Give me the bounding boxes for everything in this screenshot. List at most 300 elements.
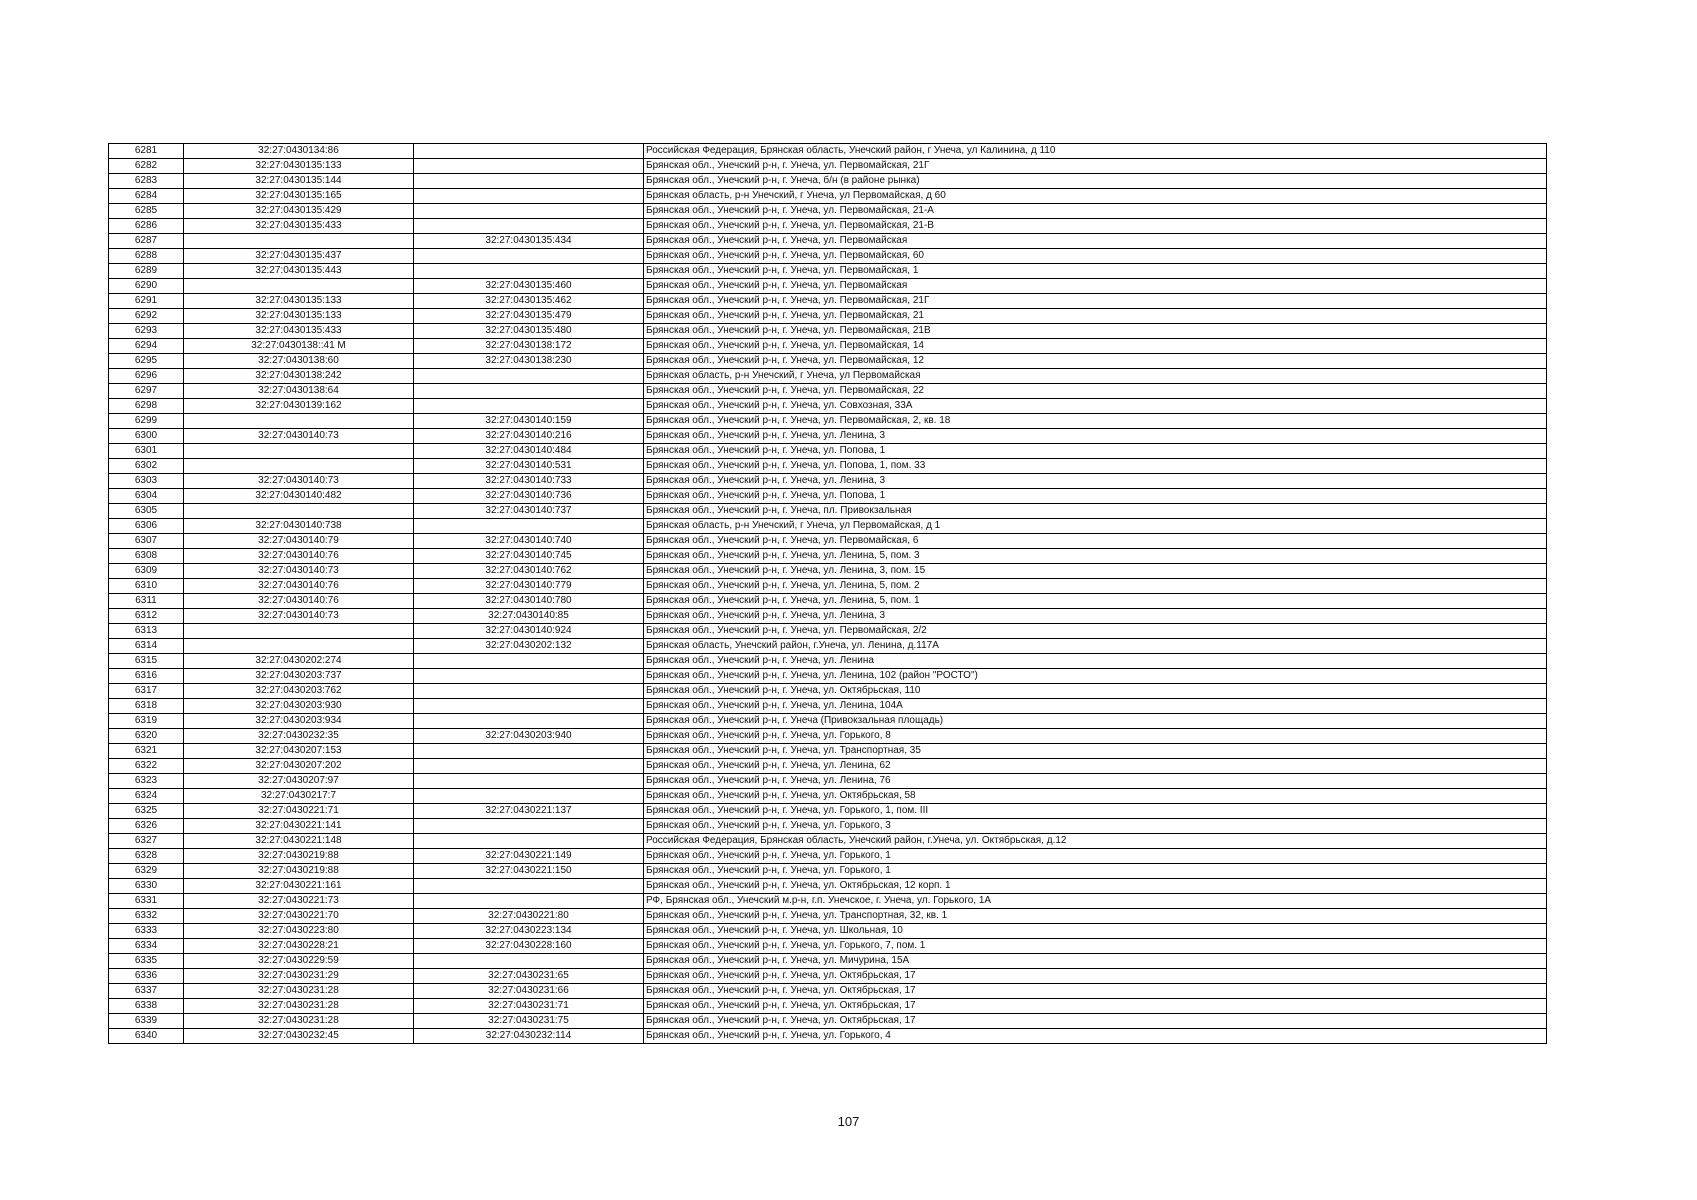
address-cell: Брянская обл., Унечский р-н, г. Унеча, ул. Первомайская, 1 bbox=[644, 264, 1547, 279]
parcel-number-cell: 32:27:0430138::41 М bbox=[184, 339, 414, 354]
object-number-cell: 32:27:0430221:137 bbox=[414, 804, 644, 819]
row-number-cell: 6282 bbox=[109, 159, 184, 174]
parcel-number-cell: 32:27:0430140:73 bbox=[184, 609, 414, 624]
table-row bbox=[109, 279, 1547, 294]
object-number-cell: 32:27:0430221:149 bbox=[414, 849, 644, 864]
address-cell: Брянская обл., Унечский р-н, г. Унеча, ул. Первомайская, 21 bbox=[644, 309, 1547, 324]
row-number-cell: 6326 bbox=[109, 819, 184, 834]
table-row bbox=[109, 699, 1547, 714]
parcel-number-cell: 32:27:0430138:242 bbox=[184, 369, 414, 384]
object-number-cell: 32:27:0430140:216 bbox=[414, 429, 644, 444]
parcel-number-cell bbox=[184, 624, 414, 639]
object-number-cell: 32:27:0430140:740 bbox=[414, 534, 644, 549]
row-number-cell: 6298 bbox=[109, 399, 184, 414]
object-number-cell: 32:27:0430140:531 bbox=[414, 459, 644, 474]
table-row bbox=[109, 579, 1547, 594]
object-number-cell bbox=[414, 774, 644, 789]
row-number-cell: 6329 bbox=[109, 864, 184, 879]
object-number-cell bbox=[414, 879, 644, 894]
table-row bbox=[109, 414, 1547, 429]
address-cell: Брянская обл., Унечский р-н, г. Унеча, ул. Попова, 1 bbox=[644, 444, 1547, 459]
table-row bbox=[109, 489, 1547, 504]
parcel-number-cell: 32:27:0430140:76 bbox=[184, 594, 414, 609]
object-number-cell: 32:27:0430135:462 bbox=[414, 294, 644, 309]
address-cell: Брянская обл., Унечский р-н, г. Унеча, ул. Первомайская, 14 bbox=[644, 339, 1547, 354]
object-number-cell: 32:27:0430140:779 bbox=[414, 579, 644, 594]
object-number-cell bbox=[414, 384, 644, 399]
row-number-cell: 6305 bbox=[109, 504, 184, 519]
address-cell: Брянская обл., Унечский р-н, г. Унеча, ул. Первомайская, 21-В bbox=[644, 219, 1547, 234]
object-number-cell: 32:27:0430140:159 bbox=[414, 414, 644, 429]
row-number-cell: 6291 bbox=[109, 294, 184, 309]
row-number-cell: 6312 bbox=[109, 609, 184, 624]
object-number-cell bbox=[414, 954, 644, 969]
address-cell: Брянская обл., Унечский р-н, г. Унеча, б/н (в районе рынка) bbox=[644, 174, 1547, 189]
row-number-cell: 6331 bbox=[109, 894, 184, 909]
address-cell: Брянская обл., Унечский р-н, г. Унеча (Привокзальная площадь) bbox=[644, 714, 1547, 729]
object-number-cell: 32:27:0430231:66 bbox=[414, 984, 644, 999]
address-cell: Брянская обл., Унечский р-н, г. Унеча, ул. Первомайская, 22 bbox=[644, 384, 1547, 399]
table-row bbox=[109, 324, 1547, 339]
address-cell: Брянская обл., Унечский р-н, г. Унеча, ул. Ленина, 5, пом. 1 bbox=[644, 594, 1547, 609]
table-row bbox=[109, 264, 1547, 279]
row-number-cell: 6323 bbox=[109, 774, 184, 789]
table-row bbox=[109, 789, 1547, 804]
parcel-number-cell: 32:27:0430135:433 bbox=[184, 324, 414, 339]
object-number-cell bbox=[414, 369, 644, 384]
row-number-cell: 6284 bbox=[109, 189, 184, 204]
object-number-cell: 32:27:0430140:762 bbox=[414, 564, 644, 579]
row-number-cell: 6321 bbox=[109, 744, 184, 759]
row-number-cell: 6311 bbox=[109, 594, 184, 609]
parcel-number-cell bbox=[184, 444, 414, 459]
object-number-cell: 32:27:0430135:460 bbox=[414, 279, 644, 294]
table-row bbox=[109, 939, 1547, 954]
parcel-number-cell: 32:27:0430221:161 bbox=[184, 879, 414, 894]
row-number-cell: 6334 bbox=[109, 939, 184, 954]
parcel-number-cell: 32:27:0430140:76 bbox=[184, 549, 414, 564]
object-number-cell: 32:27:0430140:733 bbox=[414, 474, 644, 489]
parcel-number-cell: 32:27:0430135:133 bbox=[184, 309, 414, 324]
parcel-number-cell: 32:27:0430203:930 bbox=[184, 699, 414, 714]
row-number-cell: 6303 bbox=[109, 474, 184, 489]
row-number-cell: 6302 bbox=[109, 459, 184, 474]
object-number-cell bbox=[414, 684, 644, 699]
table-row bbox=[109, 1014, 1547, 1029]
parcel-number-cell: 32:27:0430203:934 bbox=[184, 714, 414, 729]
table-row bbox=[109, 444, 1547, 459]
parcel-number-cell: 32:27:0430140:738 bbox=[184, 519, 414, 534]
table-row bbox=[109, 819, 1547, 834]
address-cell: Брянская обл., Унечский р-н, г. Унеча, ул. Мичурина, 15А bbox=[644, 954, 1547, 969]
address-cell: Брянская область, р-н Унечский, г Унеча, ул Первомайская, д 60 bbox=[644, 189, 1547, 204]
address-cell: Брянская обл., Унечский р-н, г. Унеча, ул. Первомайская, 21-А bbox=[644, 204, 1547, 219]
object-number-cell: 32:27:0430231:65 bbox=[414, 969, 644, 984]
row-number-cell: 6295 bbox=[109, 354, 184, 369]
row-number-cell: 6281 bbox=[109, 144, 184, 159]
table-row bbox=[109, 399, 1547, 414]
row-number-cell: 6316 bbox=[109, 669, 184, 684]
table-row bbox=[109, 654, 1547, 669]
row-number-cell: 6296 bbox=[109, 369, 184, 384]
address-cell: Брянская обл., Унечский р-н, г. Унеча, ул. Первомайская, 21В bbox=[644, 324, 1547, 339]
row-number-cell: 6336 bbox=[109, 969, 184, 984]
parcel-number-cell: 32:27:0430219:88 bbox=[184, 849, 414, 864]
object-number-cell: 32:27:0430135:434 bbox=[414, 234, 644, 249]
address-cell: Брянская обл., Унечский р-н, г. Унеча, ул. Транспортная, 35 bbox=[644, 744, 1547, 759]
table-row bbox=[109, 909, 1547, 924]
address-cell: Брянская обл., Унечский р-н, г. Унеча, ул. Октябрьская, 17 bbox=[644, 999, 1547, 1014]
row-number-cell: 6307 bbox=[109, 534, 184, 549]
address-cell: Брянская обл., Унечский р-н, г. Унеча, ул. Ленина, 104А bbox=[644, 699, 1547, 714]
parcel-number-cell: 32:27:0430229:59 bbox=[184, 954, 414, 969]
row-number-cell: 6340 bbox=[109, 1029, 184, 1044]
object-number-cell bbox=[414, 669, 644, 684]
object-number-cell: 32:27:0430135:480 bbox=[414, 324, 644, 339]
parcel-number-cell: 32:27:0430232:45 bbox=[184, 1029, 414, 1044]
row-number-cell: 6294 bbox=[109, 339, 184, 354]
table-row bbox=[109, 729, 1547, 744]
object-number-cell: 32:27:0430228:160 bbox=[414, 939, 644, 954]
parcel-number-cell bbox=[184, 459, 414, 474]
object-number-cell: 32:27:0430140:484 bbox=[414, 444, 644, 459]
address-cell: Брянская обл., Унечский р-н, г. Унеча, ул. Первомайская, 12 bbox=[644, 354, 1547, 369]
table-row bbox=[109, 234, 1547, 249]
row-number-cell: 6335 bbox=[109, 954, 184, 969]
parcel-number-cell: 32:27:0430135:165 bbox=[184, 189, 414, 204]
object-number-cell: 32:27:0430140:736 bbox=[414, 489, 644, 504]
object-number-cell bbox=[414, 789, 644, 804]
object-number-cell bbox=[414, 744, 644, 759]
address-cell: Брянская обл., Унечский р-н, г. Унеча, ул. Первомайская, 2/2 bbox=[644, 624, 1547, 639]
parcel-number-cell: 32:27:0430221:70 bbox=[184, 909, 414, 924]
row-number-cell: 6285 bbox=[109, 204, 184, 219]
table-row bbox=[109, 504, 1547, 519]
table-row bbox=[109, 309, 1547, 324]
address-cell: Брянская обл., Унечский р-н, г. Унеча, ул. Горького, 3 bbox=[644, 819, 1547, 834]
parcel-number-cell: 32:27:0430221:141 bbox=[184, 819, 414, 834]
object-number-cell bbox=[414, 714, 644, 729]
table-row bbox=[109, 609, 1547, 624]
address-cell: Брянская обл., Унечский р-н, г. Унеча, ул. Октябрьская, 17 bbox=[644, 1014, 1547, 1029]
address-cell: Российская Федерация, Брянская область, Унечский район, г Унеча, ул Калинина, д 110 bbox=[644, 144, 1547, 159]
parcel-number-cell: 32:27:0430231:28 bbox=[184, 984, 414, 999]
table-row bbox=[109, 144, 1547, 159]
address-cell: Брянская обл., Унечский р-н, г. Унеча, ул. Ленина, 3, пом. 15 bbox=[644, 564, 1547, 579]
address-cell: Брянская обл., Унечский р-н, г. Унеча, ул. Первомайская, 21Г bbox=[644, 159, 1547, 174]
row-number-cell: 6304 bbox=[109, 489, 184, 504]
parcel-number-cell bbox=[184, 504, 414, 519]
address-cell: Брянская обл., Унечский р-н, г. Унеча, ул. Ленина, 5, пом. 2 bbox=[644, 579, 1547, 594]
object-number-cell bbox=[414, 834, 644, 849]
table-row bbox=[109, 339, 1547, 354]
page-number: 107 bbox=[837, 1114, 860, 1129]
table-row bbox=[109, 894, 1547, 909]
parcel-number-cell: 32:27:0430135:144 bbox=[184, 174, 414, 189]
address-cell: Брянская обл., Унечский р-н, г. Унеча, ул. Первомайская bbox=[644, 234, 1547, 249]
row-number-cell: 6293 bbox=[109, 324, 184, 339]
address-cell: Брянская область, р-н Унечский, г Унеча, ул Первомайская bbox=[644, 369, 1547, 384]
object-number-cell: 32:27:0430138:172 bbox=[414, 339, 644, 354]
object-number-cell bbox=[414, 654, 644, 669]
table-row bbox=[109, 219, 1547, 234]
address-cell: Брянская обл., Унечский р-н, г. Унеча, ул. Горького, 7, пом. 1 bbox=[644, 939, 1547, 954]
parcel-number-cell: 32:27:0430140:79 bbox=[184, 534, 414, 549]
table-row bbox=[109, 549, 1547, 564]
registry-table-body bbox=[109, 144, 1547, 1044]
parcel-number-cell: 32:27:0430135:133 bbox=[184, 159, 414, 174]
parcel-number-cell: 32:27:0430231:28 bbox=[184, 999, 414, 1014]
address-cell: Брянская обл., Унечский р-н, г. Унеча, ул. Ленина, 62 bbox=[644, 759, 1547, 774]
object-number-cell bbox=[414, 189, 644, 204]
table-row bbox=[109, 759, 1547, 774]
parcel-number-cell: 32:27:0430203:737 bbox=[184, 669, 414, 684]
object-number-cell: 32:27:0430203:940 bbox=[414, 729, 644, 744]
table-row bbox=[109, 249, 1547, 264]
parcel-number-cell: 32:27:0430135:433 bbox=[184, 219, 414, 234]
row-number-cell: 6286 bbox=[109, 219, 184, 234]
parcel-number-cell: 32:27:0430135:429 bbox=[184, 204, 414, 219]
row-number-cell: 6309 bbox=[109, 564, 184, 579]
object-number-cell bbox=[414, 249, 644, 264]
object-number-cell: 32:27:0430140:737 bbox=[414, 504, 644, 519]
parcel-number-cell: 32:27:0430207:202 bbox=[184, 759, 414, 774]
table-row bbox=[109, 969, 1547, 984]
table-row bbox=[109, 459, 1547, 474]
parcel-number-cell: 32:27:0430219:88 bbox=[184, 864, 414, 879]
address-cell: Брянская обл., Унечский р-н, г. Унеча, ул. Первомайская, 6 bbox=[644, 534, 1547, 549]
object-number-cell bbox=[414, 519, 644, 534]
parcel-number-cell: 32:27:0430221:71 bbox=[184, 804, 414, 819]
table-row bbox=[109, 879, 1547, 894]
parcel-number-cell bbox=[184, 234, 414, 249]
row-number-cell: 6297 bbox=[109, 384, 184, 399]
object-number-cell: 32:27:0430140:745 bbox=[414, 549, 644, 564]
row-number-cell: 6313 bbox=[109, 624, 184, 639]
object-number-cell: 32:27:0430221:80 bbox=[414, 909, 644, 924]
address-cell: Брянская обл., Унечский р-н, г. Унеча, ул. Школьная, 10 bbox=[644, 924, 1547, 939]
object-number-cell: 32:27:0430140:85 bbox=[414, 609, 644, 624]
address-cell: Брянская обл., Унечский р-н, г. Унеча, ул. Ленина, 3 bbox=[644, 429, 1547, 444]
table-row bbox=[109, 534, 1547, 549]
parcel-number-cell: 32:27:0430203:762 bbox=[184, 684, 414, 699]
parcel-number-cell: 32:27:0430140:73 bbox=[184, 429, 414, 444]
row-number-cell: 6289 bbox=[109, 264, 184, 279]
address-cell: Брянская обл., Унечский р-н, г. Унеча, ул. Октябрьская, 12 корп. 1 bbox=[644, 879, 1547, 894]
parcel-number-cell: 32:27:0430231:29 bbox=[184, 969, 414, 984]
row-number-cell: 6330 bbox=[109, 879, 184, 894]
parcel-number-cell: 32:27:0430217:7 bbox=[184, 789, 414, 804]
object-number-cell: 32:27:0430140:780 bbox=[414, 594, 644, 609]
table-row bbox=[109, 429, 1547, 444]
table-row bbox=[109, 744, 1547, 759]
row-number-cell: 6283 bbox=[109, 174, 184, 189]
address-cell: Российская Федерация, Брянская область, Унечский район, г.Унеча, ул. Октябрьская, д.12 bbox=[644, 834, 1547, 849]
address-cell: Брянская обл., Унечский р-н, г. Унеча, ул. Горького, 1 bbox=[644, 849, 1547, 864]
table-row bbox=[109, 639, 1547, 654]
row-number-cell: 6308 bbox=[109, 549, 184, 564]
parcel-number-cell: 32:27:0430207:153 bbox=[184, 744, 414, 759]
address-cell: Брянская обл., Унечский р-н, г. Унеча, ул. Горького, 1, пом. III bbox=[644, 804, 1547, 819]
object-number-cell: 32:27:0430135:479 bbox=[414, 309, 644, 324]
table-row bbox=[109, 924, 1547, 939]
parcel-number-cell: 32:27:0430140:76 bbox=[184, 579, 414, 594]
object-number-cell bbox=[414, 399, 644, 414]
table-row bbox=[109, 669, 1547, 684]
table-row bbox=[109, 159, 1547, 174]
row-number-cell: 6332 bbox=[109, 909, 184, 924]
object-number-cell: 32:27:0430202:132 bbox=[414, 639, 644, 654]
object-number-cell: 32:27:0430231:71 bbox=[414, 999, 644, 1014]
object-number-cell bbox=[414, 219, 644, 234]
table-row bbox=[109, 849, 1547, 864]
row-number-cell: 6320 bbox=[109, 729, 184, 744]
registry-table bbox=[108, 143, 1547, 1044]
table-row bbox=[109, 369, 1547, 384]
parcel-number-cell: 32:27:0430202:274 bbox=[184, 654, 414, 669]
object-number-cell bbox=[414, 144, 644, 159]
object-number-cell bbox=[414, 264, 644, 279]
table-row bbox=[109, 999, 1547, 1014]
address-cell: Брянская обл., Унечский р-н, г. Унеча, ул. Первомайская, 21Г bbox=[644, 294, 1547, 309]
row-number-cell: 6319 bbox=[109, 714, 184, 729]
table-row bbox=[109, 294, 1547, 309]
row-number-cell: 6299 bbox=[109, 414, 184, 429]
row-number-cell: 6318 bbox=[109, 699, 184, 714]
object-number-cell: 32:27:0430138:230 bbox=[414, 354, 644, 369]
parcel-number-cell: 32:27:0430135:443 bbox=[184, 264, 414, 279]
table-row bbox=[109, 624, 1547, 639]
row-number-cell: 6333 bbox=[109, 924, 184, 939]
object-number-cell bbox=[414, 759, 644, 774]
row-number-cell: 6287 bbox=[109, 234, 184, 249]
address-cell: Брянская область, р-н Унечский, г Унеча, ул Первомайская, д 1 bbox=[644, 519, 1547, 534]
address-cell: Брянская обл., Унечский р-н, г. Унеча, ул. Октябрьская, 110 bbox=[644, 684, 1547, 699]
table-row bbox=[109, 864, 1547, 879]
object-number-cell bbox=[414, 174, 644, 189]
row-number-cell: 6327 bbox=[109, 834, 184, 849]
table-row bbox=[109, 834, 1547, 849]
table-row bbox=[109, 594, 1547, 609]
row-number-cell: 6317 bbox=[109, 684, 184, 699]
parcel-number-cell: 32:27:0430135:437 bbox=[184, 249, 414, 264]
table-row bbox=[109, 774, 1547, 789]
parcel-number-cell: 32:27:0430139:162 bbox=[184, 399, 414, 414]
object-number-cell: 32:27:0430140:924 bbox=[414, 624, 644, 639]
table-row bbox=[109, 174, 1547, 189]
row-number-cell: 6301 bbox=[109, 444, 184, 459]
table-row bbox=[109, 564, 1547, 579]
address-cell: Брянская обл., Унечский р-н, г. Унеча, ул. Попова, 1, пом. 33 bbox=[644, 459, 1547, 474]
address-cell: Брянская обл., Унечский р-н, г. Унеча, ул. Горького, 1 bbox=[644, 864, 1547, 879]
row-number-cell: 6325 bbox=[109, 804, 184, 819]
row-number-cell: 6290 bbox=[109, 279, 184, 294]
row-number-cell: 6338 bbox=[109, 999, 184, 1014]
object-number-cell bbox=[414, 894, 644, 909]
row-number-cell: 6306 bbox=[109, 519, 184, 534]
address-cell: Брянская обл., Унечский р-н, г. Унеча, ул. Октябрьская, 17 bbox=[644, 969, 1547, 984]
row-number-cell: 6310 bbox=[109, 579, 184, 594]
address-cell: Брянская обл., Унечский р-н, г. Унеча, ул. Совхозная, 33А bbox=[644, 399, 1547, 414]
table-row bbox=[109, 519, 1547, 534]
row-number-cell: 6328 bbox=[109, 849, 184, 864]
row-number-cell: 6314 bbox=[109, 639, 184, 654]
parcel-number-cell bbox=[184, 639, 414, 654]
parcel-number-cell bbox=[184, 279, 414, 294]
address-cell: РФ, Брянская обл., Унечский м.р-н, г.п. Унечское, г. Унеча, ул. Горького, 1А bbox=[644, 894, 1547, 909]
object-number-cell bbox=[414, 819, 644, 834]
table-row bbox=[109, 1029, 1547, 1044]
address-cell: Брянская обл., Унечский р-н, г. Унеча, ул. Ленина, 3 bbox=[644, 609, 1547, 624]
address-cell: Брянская область, Унечский район, г.Унеча, ул. Ленина, д.117А bbox=[644, 639, 1547, 654]
address-cell: Брянская обл., Унечский р-н, г. Унеча, ул. Ленина bbox=[644, 654, 1547, 669]
address-cell: Брянская обл., Унечский р-н, г. Унеча, ул. Ленина, 3 bbox=[644, 474, 1547, 489]
address-cell: Брянская обл., Унечский р-н, г. Унеча, ул. Ленина, 76 bbox=[644, 774, 1547, 789]
address-cell: Брянская обл., Унечский р-н, г. Унеча, ул. Первомайская bbox=[644, 279, 1547, 294]
parcel-number-cell: 32:27:0430140:73 bbox=[184, 474, 414, 489]
address-cell: Брянская обл., Унечский р-н, г. Унеча, ул. Октябрьская, 17 bbox=[644, 984, 1547, 999]
row-number-cell: 6288 bbox=[109, 249, 184, 264]
object-number-cell bbox=[414, 699, 644, 714]
table-row bbox=[109, 384, 1547, 399]
table-row bbox=[109, 714, 1547, 729]
parcel-number-cell bbox=[184, 414, 414, 429]
parcel-number-cell: 32:27:0430138:64 bbox=[184, 384, 414, 399]
object-number-cell: 32:27:0430223:134 bbox=[414, 924, 644, 939]
row-number-cell: 6322 bbox=[109, 759, 184, 774]
row-number-cell: 6292 bbox=[109, 309, 184, 324]
table-row bbox=[109, 204, 1547, 219]
table-row bbox=[109, 684, 1547, 699]
address-cell: Брянская обл., Унечский р-н, г. Унеча, ул. Первомайская, 2, кв. 18 bbox=[644, 414, 1547, 429]
address-cell: Брянская обл., Унечский р-н, г. Унеча, пл. Привокзальная bbox=[644, 504, 1547, 519]
parcel-number-cell: 32:27:0430221:73 bbox=[184, 894, 414, 909]
object-number-cell bbox=[414, 159, 644, 174]
table-row bbox=[109, 804, 1547, 819]
row-number-cell: 6300 bbox=[109, 429, 184, 444]
row-number-cell: 6324 bbox=[109, 789, 184, 804]
parcel-number-cell: 32:27:0430221:148 bbox=[184, 834, 414, 849]
address-cell: Брянская обл., Унечский р-н, г. Унеча, ул. Попова, 1 bbox=[644, 489, 1547, 504]
parcel-number-cell: 32:27:0430232:35 bbox=[184, 729, 414, 744]
parcel-number-cell: 32:27:0430231:28 bbox=[184, 1014, 414, 1029]
parcel-number-cell: 32:27:0430207:97 bbox=[184, 774, 414, 789]
row-number-cell: 6337 bbox=[109, 984, 184, 999]
table-row bbox=[109, 189, 1547, 204]
address-cell: Брянская обл., Унечский р-н, г. Унеча, ул. Октябрьская, 58 bbox=[644, 789, 1547, 804]
parcel-number-cell: 32:27:0430228:21 bbox=[184, 939, 414, 954]
parcel-number-cell: 32:27:0430140:73 bbox=[184, 564, 414, 579]
address-cell: Брянская обл., Унечский р-н, г. Унеча, ул. Горького, 4 bbox=[644, 1029, 1547, 1044]
row-number-cell: 6315 bbox=[109, 654, 184, 669]
object-number-cell: 32:27:0430232:114 bbox=[414, 1029, 644, 1044]
table-row bbox=[109, 954, 1547, 969]
parcel-number-cell: 32:27:0430140:482 bbox=[184, 489, 414, 504]
row-number-cell: 6339 bbox=[109, 1014, 184, 1029]
address-cell: Брянская обл., Унечский р-н, г. Унеча, ул. Горького, 8 bbox=[644, 729, 1547, 744]
parcel-number-cell: 32:27:0430223:80 bbox=[184, 924, 414, 939]
parcel-number-cell: 32:27:0430135:133 bbox=[184, 294, 414, 309]
address-cell: Брянская обл., Унечский р-н, г. Унеча, ул. Ленина, 5, пом. 3 bbox=[644, 549, 1547, 564]
table-row bbox=[109, 474, 1547, 489]
table-row bbox=[109, 354, 1547, 369]
table-row bbox=[109, 984, 1547, 999]
address-cell: Брянская обл., Унечский р-н, г. Унеча, ул. Транспортная, 32, кв. 1 bbox=[644, 909, 1547, 924]
parcel-number-cell: 32:27:0430138:60 bbox=[184, 354, 414, 369]
object-number-cell: 32:27:0430221:150 bbox=[414, 864, 644, 879]
parcel-number-cell: 32:27:0430134:86 bbox=[184, 144, 414, 159]
object-number-cell: 32:27:0430231:75 bbox=[414, 1014, 644, 1029]
